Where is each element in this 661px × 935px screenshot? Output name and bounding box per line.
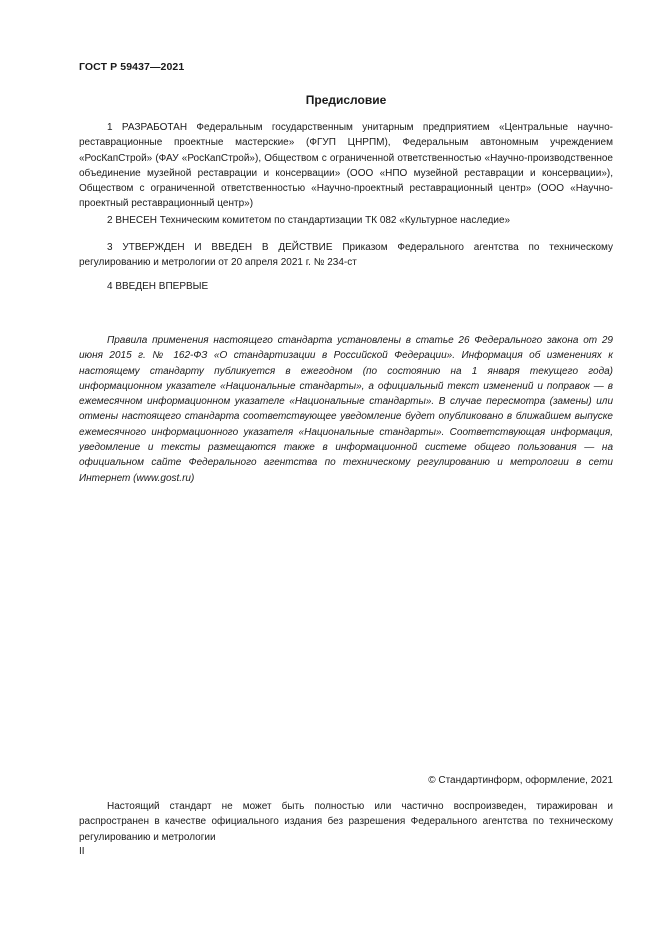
foreword-item-2: 2 ВНЕСЕН Техническим комитетом по стандартизации ТК 082 «Культурное наследие» [107, 215, 511, 226]
foreword-item-3: 3 УТВЕРЖДЕН И ВВЕДЕН В ДЕЙСТВИЕ Приказом Федерального агентства по техническому регулированию и метрологии от 20 апреля 2021 г. № 234-ст [79, 242, 613, 269]
page-title: Предисловие [305, 93, 387, 107]
standard-code: ГОСТ Р 59437—2021 [79, 61, 185, 73]
foreword-item-4: 4 ВВЕДЕН ВПЕРВЫЕ [107, 281, 209, 292]
page-number: II [79, 846, 85, 857]
rules-notice: Правила применения настоящего стандарта установлены в статье 26 Федерального закона от 29 июня 2015 г. № 162-ФЗ «О стандартизации в Российской Федерации». Информация об изменениях к настоящему стандарту публикуется в ежегодном (по состоянию на 1 января текущего года) информационном указателе «Национальные стандарты», а официальный текст изменений и поправок — в ежемесячном информационном указателе «Национальные стандарты». В случае пересмотра (замены) или отмены настоящего стандарта соответствующее уведомление будет опубликовано в ближайшем выпуске ежемесячного информационного указателя «Национальные стандарты». Соответствующая информация, уведомление и тексты размещаются также в информационной системе общего пользования — на официальном сайте Федерального агентства по техническому регулированию и метрологии в сети Интернет (www.gost.ru) [79, 335, 613, 484]
reproduction-notice: Настоящий стандарт не может быть полностью или частично воспроизведен, тиражирован и распространен в качестве официального издания без разрешения Федерального агентства по техническому регулированию и метрологии [79, 801, 613, 843]
foreword-item-1: 1 РАЗРАБОТАН Федеральным государственным унитарным предприятием «Центральные научно-реставрационные проектные мастерские» (ФГУП ЦНРПМ), Федеральным автономным учреждением «РосКапСтрой» (ФАУ «РосКапСтрой»), Обществом с ограниченной ответственностью «Научно-производственное объединение музейной реставрации и консервации» (ООО «НПО музейной реставрации и консервации»), Обществом с ограниченной ответственностью «Научно-проектный реставрационный центр» (ООО «Научно-проектный реставрационный центр») [79, 122, 613, 210]
copyright-line: © Стандартинформ, оформление, 2021 [428, 775, 613, 786]
